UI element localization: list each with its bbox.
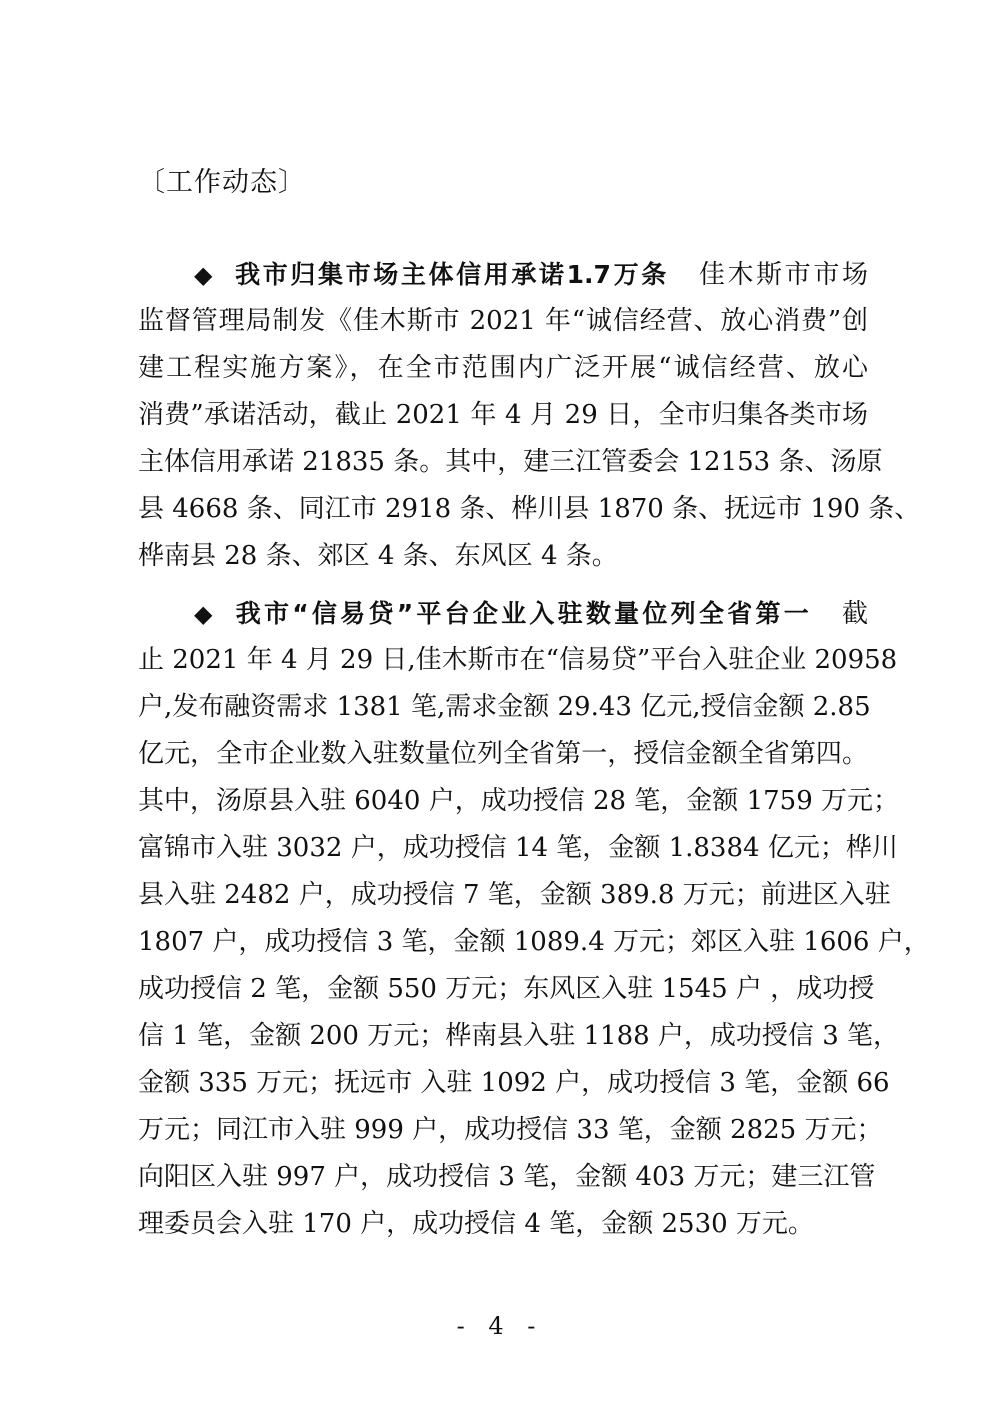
body-line: 户,发布融资需求 1381 笔,需求金额 29.43 亿元,授信金额 2.85 xyxy=(138,692,871,722)
diamond-bullet-icon: ◆ xyxy=(194,600,216,628)
body-line: 县 4668 条、同江市 2918 条、桦川县 1870 条、抚远市 190 条、 xyxy=(138,494,921,524)
body-line: 向阳区入驻 997 户，成功授信 3 笔，金额 403 万元；建三江管 xyxy=(138,1162,876,1192)
body-line: 桦南县 28 条、郊区 4 条、东风区 4 条。 xyxy=(138,541,618,571)
item-lead-text: 佳木斯市市场 xyxy=(698,260,868,290)
item-headline: 我市归集市场主体信用承诺1.7万条 xyxy=(235,260,669,289)
body-line: 消费”承诺活动，截止 2021 年 4 月 29 日，全市归集各类市场 xyxy=(138,400,868,430)
section-label: 〔工作动态〕 xyxy=(138,167,306,198)
body-line: 成功授信 2 笔，金额 550 万元；东风区入驻 1545 户 ，成功授 xyxy=(138,974,875,1004)
item-heading-line xyxy=(138,590,868,637)
item-heading-line xyxy=(138,251,868,298)
body-line: 金额 335 万元；抚远市 入驻 1092 户，成功授信 3 笔，金额 66 xyxy=(138,1068,890,1098)
body-line: 止 2021 年 4 月 29 日,佳木斯市在“信易贷”平台入驻企业 20958 xyxy=(138,645,898,675)
body-line: 1807 户，成功授信 3 笔，金额 1089.4 万元；郊区入驻 1606 户， xyxy=(138,927,930,957)
body-line: 建工程实施方案》，在全市范围内广泛开展“诚信经营、放心 xyxy=(138,353,868,383)
body-line: 其中，汤原县入驻 6040 户，成功授信 28 笔，金额 1759 万元； xyxy=(138,786,900,816)
item-lead-text: 截 xyxy=(841,599,868,629)
body-line: 县入驻 2482 户，成功授信 7 笔，金额 389.8 万元；前进区入驻 xyxy=(138,880,891,910)
body-line: 监督管理局制发《佳木斯市 2021 年“诚信经营、放心消费”创 xyxy=(138,306,868,336)
body-line: 理委员会入驻 170 户，成功授信 4 笔，金额 2530 万元。 xyxy=(138,1209,814,1239)
body-line: 信 1 笔，金额 200 万元；桦南县入驻 1188 户，成功授信 3 笔， xyxy=(138,1021,899,1051)
diamond-bullet-icon: ◆ xyxy=(194,261,216,289)
body-line: 主体信用承诺 21835 条。其中，建三江管委会 12153 条、汤原 xyxy=(138,447,883,477)
item-headline: 我市“信易贷”平台企业入驻数量位列全省第一 xyxy=(235,599,812,628)
body-line: 万元；同江市入驻 999 户，成功授信 33 笔，金额 2825 万元； xyxy=(138,1115,883,1145)
body-line: 富锦市入驻 3032 户，成功授信 14 笔，金额 1.8384 亿元；桦川 xyxy=(138,833,898,863)
body-line: 亿元，全市企业数入驻数量位列全省第一，授信金额全省第四。 xyxy=(138,739,868,769)
page-number: - 4 - xyxy=(456,1312,544,1340)
